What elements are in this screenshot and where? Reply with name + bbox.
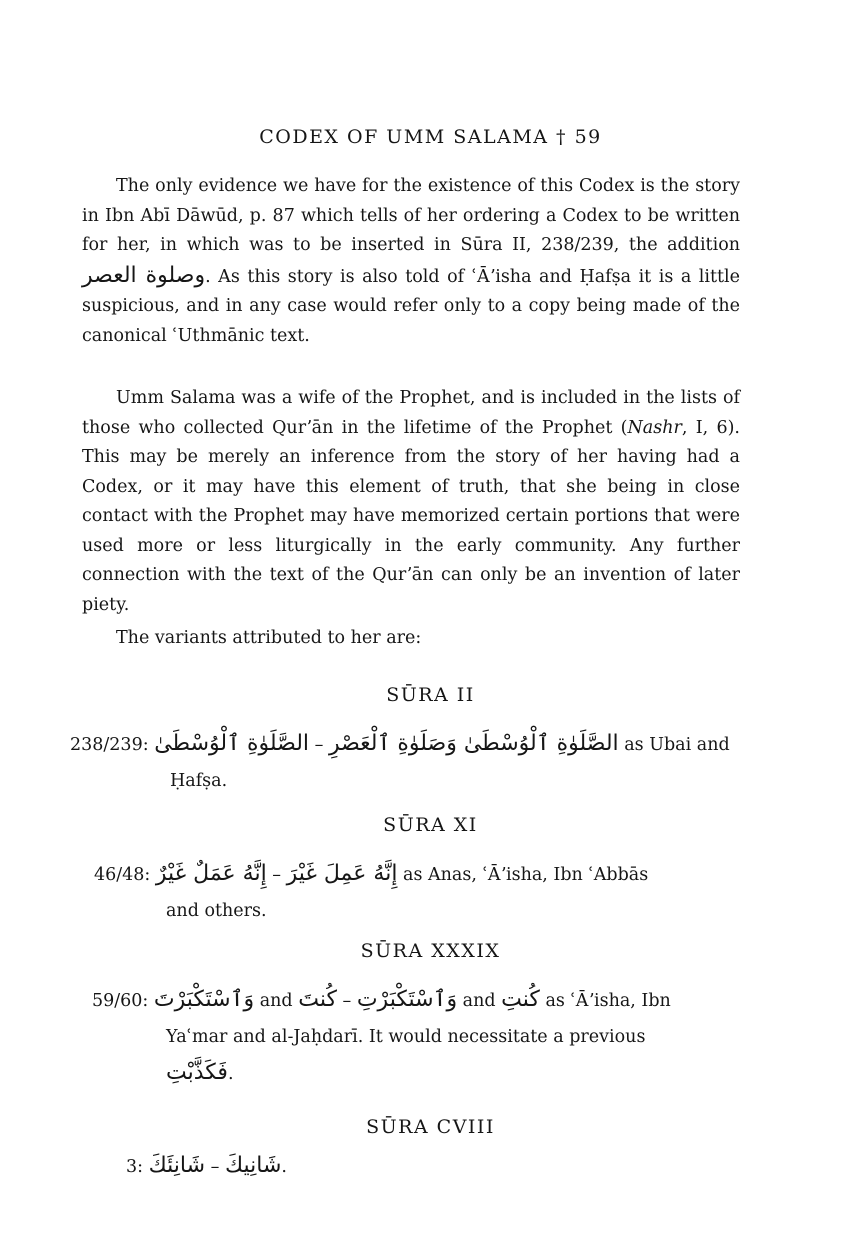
verse-reference: 238/239:: [70, 735, 149, 755]
arabic-canonical-reading: الصَّلَوٰةِ ٱلْوُسْطَىٰ: [154, 731, 310, 756]
variant-attribution: as Ubai and: [624, 735, 730, 755]
arabic-canonical-reading: وَٱسْتَكْبَرْتَ: [153, 987, 255, 1012]
dash: –: [342, 991, 352, 1011]
arabic-variant-reading: شَانِيكَ: [224, 1153, 282, 1178]
arabic-canonical-reading: شَانِئَكَ: [148, 1153, 206, 1178]
citation-italic: Nashr: [627, 417, 682, 438]
variant-continuation: and others.: [166, 901, 267, 921]
arabic-variant-reading: كُنتِ: [501, 987, 540, 1012]
paragraph-text: , I, 6). This may be merely an inference from the story of her having had a Codex, or it may have this element of truth, that she being in close contact with the Prophet may have memorized certain portions that were used more or less liturgically in the early community. Any further connection with the text of the Qurʼān can only be an invention of later piety.: [82, 417, 740, 615]
arabic-canonical-reading: كُنتَ: [298, 987, 337, 1012]
variant-entry: [70, 726, 730, 799]
dash: –: [272, 865, 282, 885]
sura-heading: SŪRA II: [386, 684, 475, 706]
period: .: [281, 1157, 287, 1177]
sura-heading: SŪRA XXXIX: [360, 940, 501, 962]
variant-attribution: as Anas, ʿĀʼisha, Ibn ʿAbbās: [403, 865, 649, 885]
arabic-addition: وصلوة العصر: [82, 262, 206, 288]
verse-reference: 59/60:: [92, 991, 149, 1011]
arabic-variant-reading: إِنَّهُ عَمِلَ غَيْرَ: [286, 861, 398, 886]
variant-attribution: as ʿĀʼisha, Ibn: [545, 991, 671, 1011]
paragraph-text: Umm Salama was a wife of the Prophet, and is included in the lists of those who collected Qurʼān in the lifetime of the Prophet (: [82, 388, 740, 438]
verse-reference: 46/48:: [94, 865, 151, 885]
paragraph-umm-salama: [82, 384, 740, 620]
arabic-previous-reading: فَكَذَّبْتِ: [166, 1060, 228, 1085]
variant-entry: [70, 982, 730, 1092]
variant-entry: [126, 1148, 786, 1185]
paragraph-text: The only evidence we have for the existence of this Codex is the story in Ibn Abī Dāwūd, p. 87 which tells of her ordering a Codex to be written for her, in which was to be inserted in Sūra II, 238/239, the addition: [82, 176, 740, 255]
conjunction: and: [259, 991, 293, 1011]
dash: –: [210, 1157, 220, 1177]
variant-continuation: Yaʿmar and al-Jaḥdarī. It would necessitate a previous: [166, 1027, 646, 1047]
dash: –: [314, 735, 324, 755]
paragraph-variants-intro: [82, 624, 740, 654]
paragraph-text: . As this story is also told of ʿĀʼisha and Ḥafṣa it is a little suspicious, and in any case would refer only to a copy being made of the canonical ʿUthmānic text.: [82, 266, 741, 346]
paragraph-text: The variants attributed to her are:: [116, 628, 422, 648]
arabic-canonical-reading: إِنَّهُ عَمَلٌ غَيْرٌ: [155, 861, 267, 886]
arabic-variant-reading: وَٱسْتَكْبَرْتِ: [356, 987, 458, 1012]
variant-continuation: Ḥafṣa.: [170, 771, 228, 791]
conjunction: and: [462, 991, 496, 1011]
sura-heading: SŪRA CVIII: [366, 1116, 495, 1138]
sura-heading: SŪRA XI: [383, 814, 478, 836]
running-head: CODEX OF UMM SALAMA † 59: [259, 126, 602, 148]
arabic-variant-reading: الصَّلَوٰةِ ٱلْوُسْطَىٰ وَصَلَوٰةِ ٱلْعَصْرِ: [328, 731, 619, 756]
verse-reference: 3:: [126, 1157, 144, 1177]
paragraph-codex-evidence: [82, 172, 740, 351]
variant-entry: [70, 856, 730, 929]
period: .: [227, 1064, 234, 1084]
